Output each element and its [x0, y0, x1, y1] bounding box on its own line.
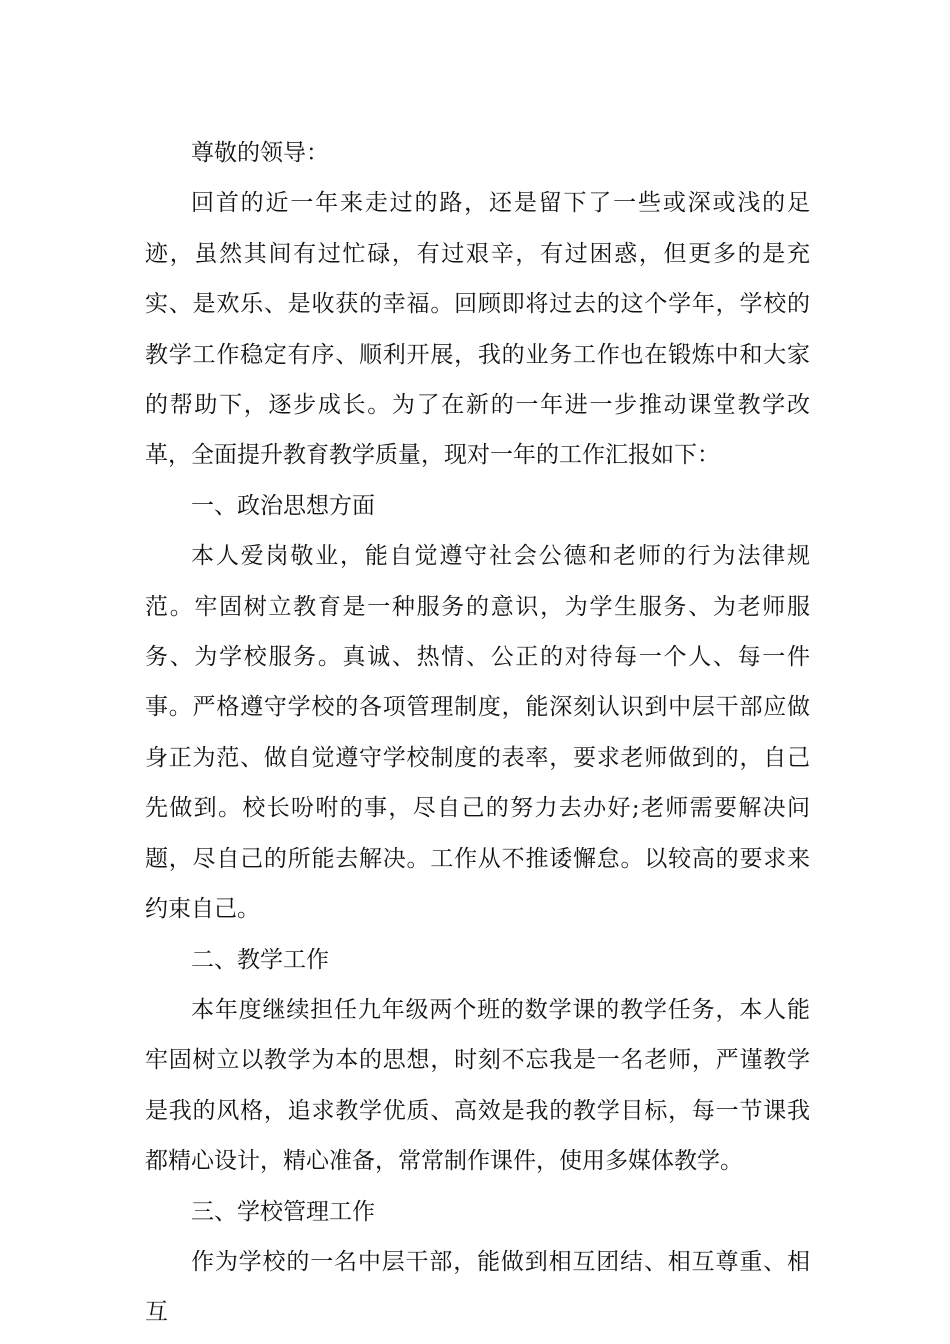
section-body-teaching: 本年度继续担任九年级两个班的数学课的教学任务，本人能牢固树立以教学为本的思想，时刻不忘我是一名老师，严谨教学是我的风格，追求教学优质、高效是我的教学目标，每一节课我都精心设计，精心准备，常常制作课件，使用多媒体教学。 — [145, 996, 810, 1175]
section-body-politics: 本人爱岗敬业，能自觉遵守社会公德和老师的行为法律规范。牢固树立教育是一种服务的意识，为学生服务、为老师服务、为学校服务。真诚、热情、公正的对待每一个人、每一件事。严格遵守学校的各项管理制度，能深刻认识到中层干部应做身正为范、做自觉遵守学校制度的表率，要求老师做到的，自己先做到。校长吩咐的事，尽自己的努力去办好;老师需要解决问题，尽自己的所能去解决。工作从不推诿懈怠。以较高的要求来约束自己。 — [145, 543, 810, 923]
section-body-management: 作为学校的一名中层干部，能做到相互团结、相互尊重、相互 — [145, 1248, 810, 1326]
section-heading-politics: 一、政治思想方面 — [191, 492, 375, 519]
salutation: 尊敬的领导： — [191, 140, 329, 166]
intro-paragraph: 回首的近一年来走过的路，还是留下了一些或深或浅的足迹，虽然其间有过忙碌，有过艰辛，有过困惑，但更多的是充实、是欢乐、是收获的幸福。回顾即将过去的这个学年，学校的教学工作稳定有序、顺利开展，我的业务工作也在锻炼中和大家的帮助下，逐步成长。为了在新的一年进一步推动课堂教学改革，全面提升教育教学质量，现对一年的工作汇报如下： — [145, 190, 810, 469]
document-body — [145, 128, 810, 1338]
section-heading-management: 三、学校管理工作 — [191, 1198, 375, 1225]
section-heading-teaching: 二、教学工作 — [191, 946, 329, 973]
